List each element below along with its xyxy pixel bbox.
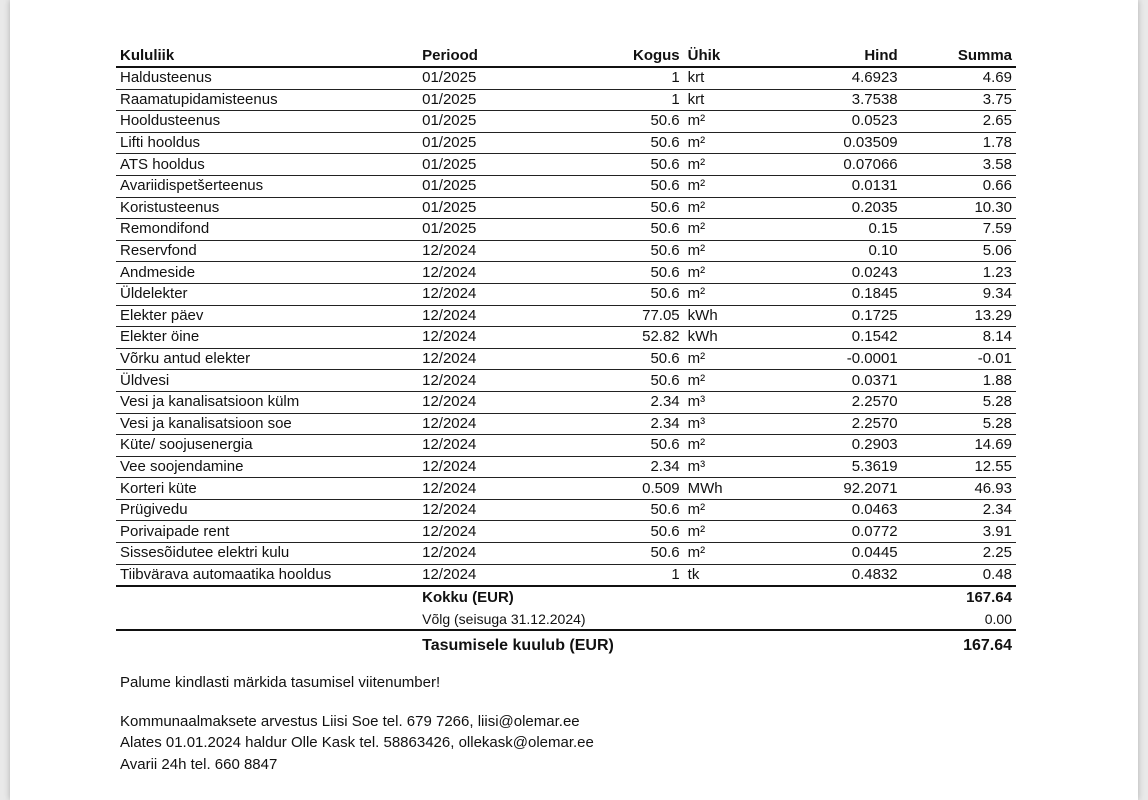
- cell-name: ATS hooldus: [116, 154, 418, 176]
- cell-qty: 2.34: [570, 413, 684, 435]
- table-row: [116, 327, 1016, 349]
- cell-period: 01/2025: [418, 154, 570, 176]
- table-row: [116, 391, 1016, 413]
- table-row: [116, 111, 1016, 133]
- table-row: [116, 521, 1016, 543]
- cell-qty: 1: [570, 67, 684, 89]
- cell-name: Prügivedu: [116, 499, 418, 521]
- cell-unit: m²: [684, 348, 750, 370]
- cell-period: 12/2024: [418, 262, 570, 284]
- header-sum: Summa: [902, 46, 1016, 67]
- cell-unit: m²: [684, 219, 750, 241]
- cell-period: 12/2024: [418, 348, 570, 370]
- cell-qty: 50.6: [570, 499, 684, 521]
- table-row: [116, 132, 1016, 154]
- cell-price: 0.03509: [750, 132, 902, 154]
- cell-name: Haldusteenus: [116, 67, 418, 89]
- cell-unit: tk: [684, 564, 750, 586]
- cell-name: Koristusteenus: [116, 197, 418, 219]
- cell-price: 0.4832: [750, 564, 902, 586]
- header-period: Periood: [418, 46, 570, 67]
- cell-sum: 3.91: [902, 521, 1016, 543]
- cell-period: 12/2024: [418, 456, 570, 478]
- cell-unit: m²: [684, 111, 750, 133]
- cell-period: 01/2025: [418, 132, 570, 154]
- cell-price: 2.2570: [750, 391, 902, 413]
- accounting-contact: Kommunaalmaksete arvestus Liisi Soe tel. 679 7266, liisi@olemar.ee: [120, 712, 580, 730]
- total-label: Kokku (EUR): [422, 588, 514, 606]
- cell-unit: m²: [684, 370, 750, 392]
- table-row: [116, 154, 1016, 176]
- cell-price: 3.7538: [750, 89, 902, 111]
- cell-price: 0.0772: [750, 521, 902, 543]
- cell-price: 0.1725: [750, 305, 902, 327]
- table-row: [116, 348, 1016, 370]
- cell-unit: m³: [684, 456, 750, 478]
- cell-price: 0.2035: [750, 197, 902, 219]
- manager-contact: Alates 01.01.2024 haldur Olle Kask tel. 58863426, ollekask@olemar.ee: [120, 734, 594, 751]
- cell-period: 12/2024: [418, 240, 570, 262]
- cell-price: 0.0371: [750, 370, 902, 392]
- cell-name: Avariidispetšerteenus: [116, 175, 418, 197]
- cell-sum: 3.75: [902, 89, 1016, 111]
- table-row: [116, 456, 1016, 478]
- header-qty: Kogus: [570, 46, 684, 67]
- cell-name: Üldelekter: [116, 283, 418, 305]
- cell-sum: 12.55: [902, 456, 1016, 478]
- cell-price: 0.0445: [750, 543, 902, 565]
- cell-sum: 2.65: [902, 111, 1016, 133]
- table-row: [116, 435, 1016, 457]
- cell-unit: m³: [684, 391, 750, 413]
- debt-label: Võlg (seisuga 31.12.2024): [418, 608, 902, 630]
- cell-qty: 50.6: [570, 543, 684, 565]
- cell-period: 01/2025: [418, 175, 570, 197]
- cell-sum: 5.28: [902, 413, 1016, 435]
- cell-qty: 50.6: [570, 283, 684, 305]
- table-row: [116, 478, 1016, 500]
- table-row: [116, 283, 1016, 305]
- cell-name: Raamatupidamisteenus: [116, 89, 418, 111]
- cell-price: 0.10: [750, 240, 902, 262]
- cell-unit: m²: [684, 132, 750, 154]
- table-row: [116, 262, 1016, 284]
- bill-page: [10, 0, 1138, 800]
- cell-qty: 50.6: [570, 219, 684, 241]
- cell-name: Korteri küte: [116, 478, 418, 500]
- cell-period: 12/2024: [418, 305, 570, 327]
- cell-period: 01/2025: [418, 89, 570, 111]
- debt-value: 0.00: [902, 608, 1016, 630]
- cell-period: 12/2024: [418, 564, 570, 586]
- cell-period: 01/2025: [418, 219, 570, 241]
- cell-name: Elekter päev: [116, 305, 418, 327]
- cell-period: 12/2024: [418, 499, 570, 521]
- cell-unit: m²: [684, 435, 750, 457]
- cell-unit: m²: [684, 521, 750, 543]
- cell-qty: 2.34: [570, 391, 684, 413]
- cell-price: 0.2903: [750, 435, 902, 457]
- cell-sum: 3.58: [902, 154, 1016, 176]
- cell-price: 5.3619: [750, 456, 902, 478]
- cell-qty: 0.509: [570, 478, 684, 500]
- cell-name: Porivaipade rent: [116, 521, 418, 543]
- cell-period: 12/2024: [418, 413, 570, 435]
- cell-price: 0.1845: [750, 283, 902, 305]
- cell-period: 12/2024: [418, 543, 570, 565]
- cell-sum: 8.14: [902, 327, 1016, 349]
- cell-period: 12/2024: [418, 391, 570, 413]
- table-row: [116, 175, 1016, 197]
- cell-name: Vesi ja kanalisatsioon külm: [116, 391, 418, 413]
- table-row: [116, 499, 1016, 521]
- cell-qty: 50.6: [570, 154, 684, 176]
- table-header-row: [116, 46, 1016, 67]
- cell-period: 12/2024: [418, 435, 570, 457]
- table-row: [116, 240, 1016, 262]
- cell-sum: 7.59: [902, 219, 1016, 241]
- cell-sum: 4.69: [902, 67, 1016, 89]
- table-row: [116, 67, 1016, 89]
- reference-reminder: Palume kindlasti märkida tasumisel viitenumber!: [120, 674, 441, 691]
- cell-qty: 50.6: [570, 370, 684, 392]
- cell-name: Tiibvärava automaatika hooldus: [116, 564, 418, 586]
- cell-sum: -0.01: [902, 348, 1016, 370]
- cell-sum: 0.48: [902, 564, 1016, 586]
- table-row: [116, 219, 1016, 241]
- cell-price: 92.2071: [750, 478, 902, 500]
- payable-row: [116, 630, 1016, 659]
- cell-period: 01/2025: [418, 111, 570, 133]
- cell-qty: 1: [570, 564, 684, 586]
- cell-sum: 5.28: [902, 391, 1016, 413]
- cell-sum: 46.93: [902, 478, 1016, 500]
- cell-name: Vesi ja kanalisatsioon soe: [116, 413, 418, 435]
- cell-sum: 1.78: [902, 132, 1016, 154]
- cell-qty: 1: [570, 89, 684, 111]
- cell-name: Üldvesi: [116, 370, 418, 392]
- cell-unit: m²: [684, 240, 750, 262]
- cell-unit: kWh: [684, 327, 750, 349]
- table-row: [116, 564, 1016, 586]
- cell-name: Andmeside: [116, 262, 418, 284]
- cell-unit: kWh: [684, 305, 750, 327]
- cell-name: Reservfond: [116, 240, 418, 262]
- cell-price: 4.6923: [750, 67, 902, 89]
- cell-sum: 13.29: [902, 305, 1016, 327]
- cell-price: 0.0243: [750, 262, 902, 284]
- cell-qty: 50.6: [570, 348, 684, 370]
- cell-qty: 50.6: [570, 262, 684, 284]
- cell-qty: 50.6: [570, 521, 684, 543]
- cell-sum: 0.66: [902, 175, 1016, 197]
- cell-price: 0.0131: [750, 175, 902, 197]
- cost-table: [116, 46, 1016, 659]
- cell-period: 12/2024: [418, 327, 570, 349]
- cell-unit: m²: [684, 175, 750, 197]
- cell-unit: m²: [684, 154, 750, 176]
- cell-unit: m²: [684, 543, 750, 565]
- cell-name: Võrku antud elekter: [116, 348, 418, 370]
- cell-unit: m³: [684, 413, 750, 435]
- cell-qty: 52.82: [570, 327, 684, 349]
- cell-price: 0.15: [750, 219, 902, 241]
- cell-qty: 50.6: [570, 435, 684, 457]
- cell-price: -0.0001: [750, 348, 902, 370]
- payable-label: Tasumisele kuulub (EUR): [422, 636, 614, 654]
- cell-price: 2.2570: [750, 413, 902, 435]
- debt-row: [116, 608, 1016, 630]
- cell-period: 12/2024: [418, 283, 570, 305]
- cell-unit: krt: [684, 67, 750, 89]
- cell-name: Remondifond: [116, 219, 418, 241]
- cell-sum: 10.30: [902, 197, 1016, 219]
- cell-unit: m²: [684, 283, 750, 305]
- cell-sum: 1.88: [902, 370, 1016, 392]
- cell-unit: m²: [684, 262, 750, 284]
- emergency-contact: Avarii 24h tel. 660 8847: [120, 755, 278, 773]
- cell-sum: 14.69: [902, 435, 1016, 457]
- total-row: [116, 586, 1016, 608]
- cell-unit: krt: [684, 89, 750, 111]
- cell-qty: 77.05: [570, 305, 684, 327]
- cell-sum: 2.25: [902, 543, 1016, 565]
- cell-sum: 5.06: [902, 240, 1016, 262]
- cell-price: 0.0523: [750, 111, 902, 133]
- header-price: Hind: [750, 46, 902, 67]
- cell-qty: 50.6: [570, 175, 684, 197]
- cell-unit: m²: [684, 197, 750, 219]
- cell-period: 12/2024: [418, 478, 570, 500]
- payable-value: 167.64: [963, 636, 1012, 654]
- cell-name: Elekter öine: [116, 327, 418, 349]
- table-row: [116, 197, 1016, 219]
- cell-name: Lifti hooldus: [116, 132, 418, 154]
- cell-price: 0.07066: [750, 154, 902, 176]
- cell-sum: 1.23: [902, 262, 1016, 284]
- cell-price: 0.1542: [750, 327, 902, 349]
- cell-name: Küte/ soojusenergia: [116, 435, 418, 457]
- cell-qty: 50.6: [570, 111, 684, 133]
- cell-unit: MWh: [684, 478, 750, 500]
- table-row: [116, 305, 1016, 327]
- cell-period: 01/2025: [418, 67, 570, 89]
- table-row: [116, 413, 1016, 435]
- cell-qty: 2.34: [570, 456, 684, 478]
- cell-price: 0.0463: [750, 499, 902, 521]
- cell-sum: 9.34: [902, 283, 1016, 305]
- table-row: [116, 543, 1016, 565]
- cell-period: 01/2025: [418, 197, 570, 219]
- cell-name: Hooldusteenus: [116, 111, 418, 133]
- header-name: Kululiik: [116, 46, 418, 67]
- cell-qty: 50.6: [570, 132, 684, 154]
- header-unit: Ühik: [684, 46, 750, 67]
- table-row: [116, 370, 1016, 392]
- notes: [120, 672, 594, 775]
- cell-period: 12/2024: [418, 521, 570, 543]
- cell-unit: m²: [684, 499, 750, 521]
- table-row: [116, 89, 1016, 111]
- cell-name: Sissesõidutee elektri kulu: [116, 543, 418, 565]
- total-value: 167.64: [966, 588, 1012, 606]
- cell-name: Vee soojendamine: [116, 456, 418, 478]
- cell-qty: 50.6: [570, 197, 684, 219]
- cell-qty: 50.6: [570, 240, 684, 262]
- cell-sum: 2.34: [902, 499, 1016, 521]
- cell-period: 12/2024: [418, 370, 570, 392]
